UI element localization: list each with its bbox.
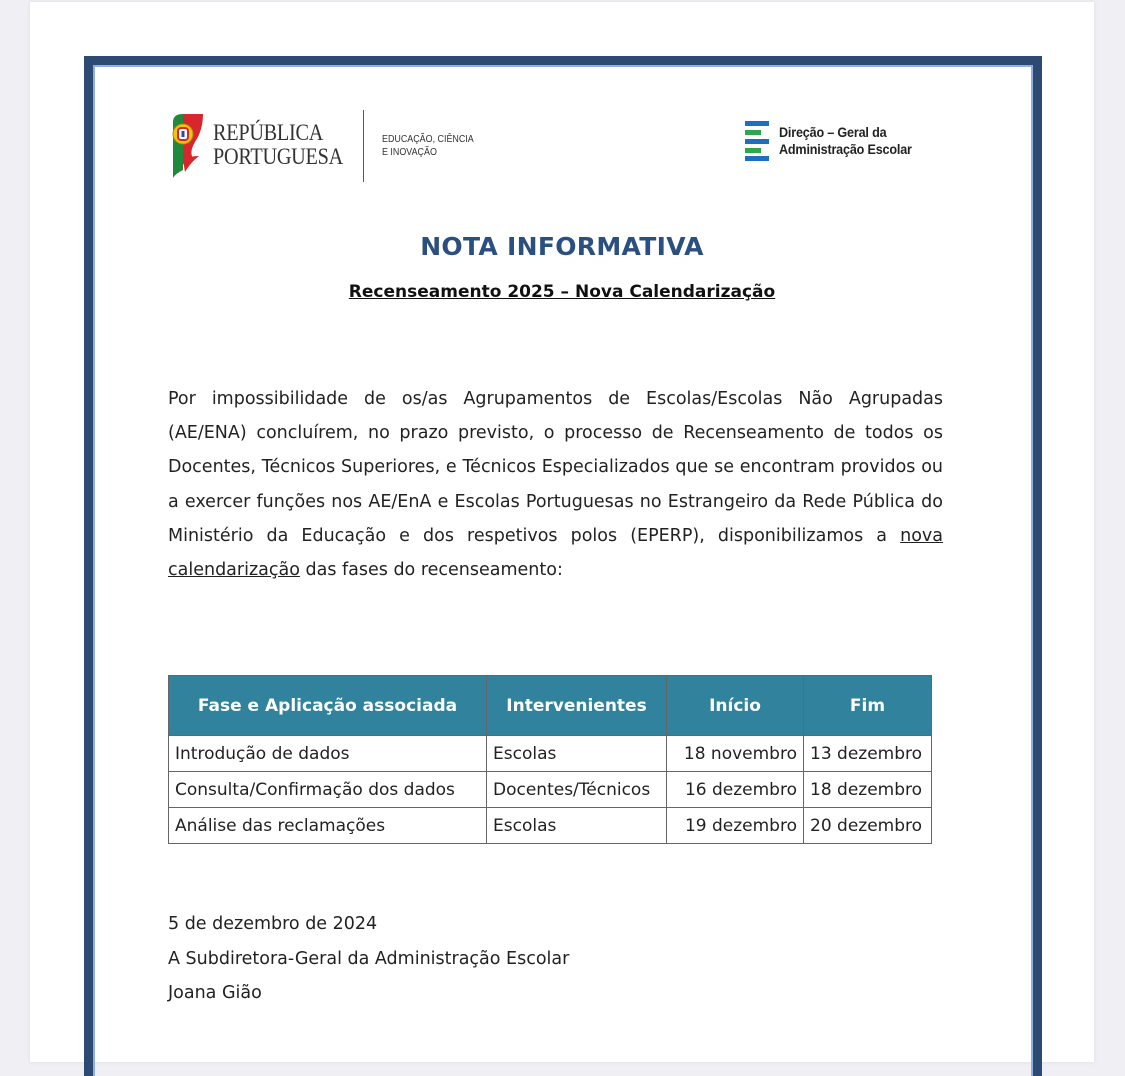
- table-row: [169, 736, 932, 772]
- document-subtitle: Recenseamento 2025 – Nova Calendarização: [348, 282, 776, 302]
- underlined-phrase: nova calendarização: [168, 525, 943, 581]
- signature-name: Joana Gião: [168, 983, 262, 1003]
- table-cell: 16 dezembro: [667, 772, 804, 808]
- table-cell: Escolas: [487, 736, 667, 772]
- republica-portuguesa-logo: [169, 112, 353, 178]
- document-title: NOTA INFORMATIVA: [420, 232, 704, 261]
- signature-date: 5 de dezembro de 2024: [168, 914, 378, 934]
- column-header: Intervenientes: [487, 676, 667, 736]
- table-cell: 18 dezembro: [804, 772, 932, 808]
- table-cell: Introdução de dados: [169, 736, 487, 772]
- column-header: Início: [667, 676, 804, 736]
- table-row: [169, 808, 932, 844]
- schedule-table: [168, 675, 932, 844]
- logo-divider: [363, 110, 364, 182]
- table-cell: 18 novembro: [667, 736, 804, 772]
- document-page: [30, 2, 1094, 1062]
- portugal-emblem-icon: [169, 112, 205, 178]
- dgae-wordmark: Direção – Geral da Administração Escolar: [779, 124, 912, 157]
- table-cell: Docentes/Técnicos: [487, 772, 667, 808]
- table-header-row: [169, 676, 932, 736]
- column-header: Fim: [804, 676, 932, 736]
- table-cell: Análise das reclamações: [169, 808, 487, 844]
- body-paragraph: Por impossibilidade de os/as Agrupamentos de Escolas/Escolas Não Agrupadas (AE/ENA) concluírem, no prazo previsto, o processo de Recenseamento de todos os Docentes, Técnicos Superiores, e Técnicos Especializados que se encontram providos ou a exercer funções nos AE/EnA e Escolas Portuguesas no Estrangeiro da Rede Pública do Ministério da Educação e dos respetivos polos (EPERP), disponibilizamos a nova calendarização das fases do recenseamento:: [168, 389, 943, 581]
- table-cell: 20 dezembro: [804, 808, 932, 844]
- republica-portuguesa-wordmark: REPÚBLICA PORTUGUESA: [213, 120, 343, 169]
- ministry-label: EDUCAÇÃO, CIÊNCIA E INOVAÇÃO: [382, 133, 474, 158]
- signature-role: A Subdiretora-Geral da Administração Escolar: [168, 948, 570, 969]
- table-cell: Consulta/Confirmação dos dados: [169, 772, 487, 808]
- signature-block: [168, 907, 569, 1011]
- table-cell: Escolas: [487, 808, 667, 844]
- dgae-logo: [745, 121, 959, 161]
- column-header: Fase e Aplicação associada: [169, 676, 487, 736]
- dgae-stripes-icon: [745, 121, 771, 161]
- table-cell: 19 dezembro: [667, 808, 804, 844]
- table-row: [169, 772, 932, 808]
- table-cell: 13 dezembro: [804, 736, 932, 772]
